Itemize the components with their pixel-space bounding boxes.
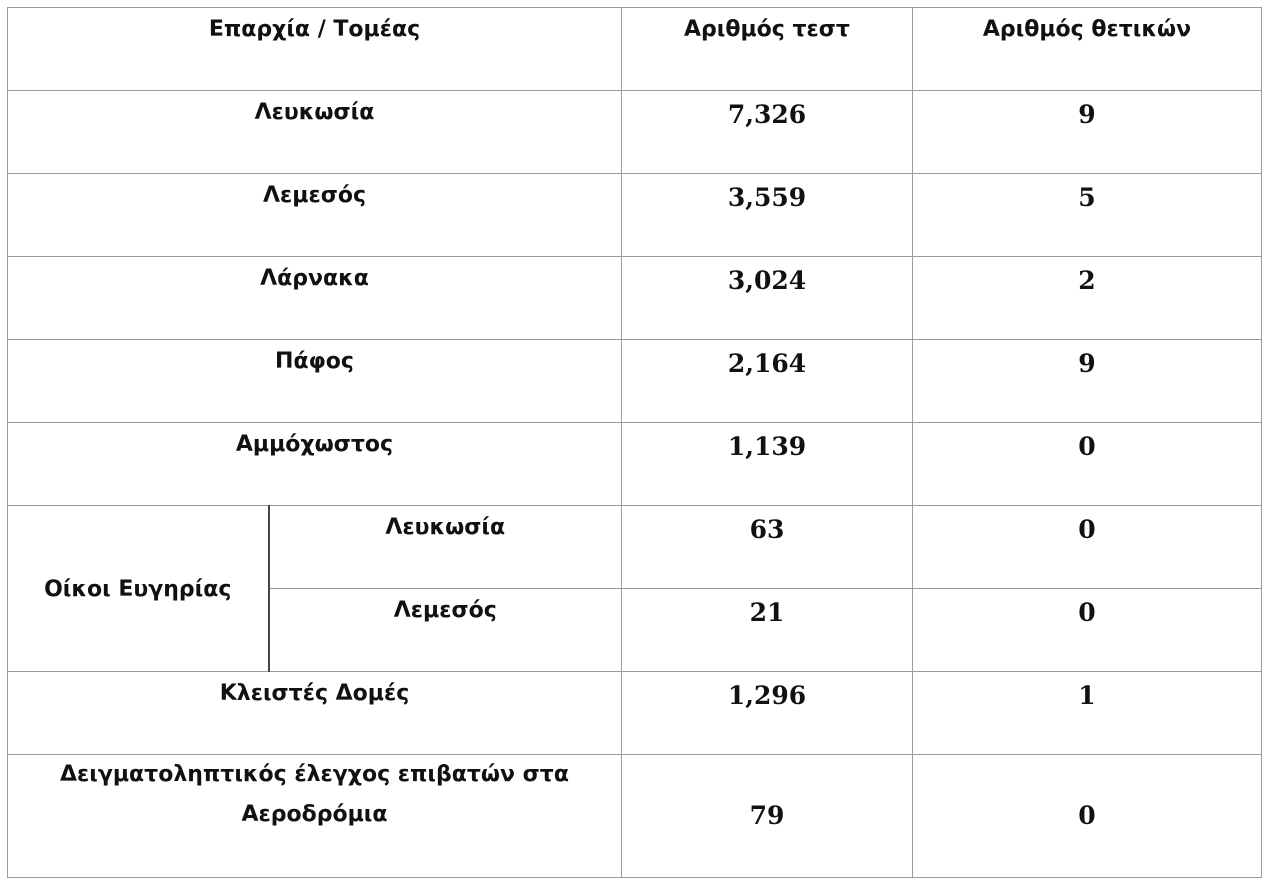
positives-value: 0 bbox=[1078, 801, 1096, 830]
header-cell-tests bbox=[622, 8, 913, 91]
positives-cell bbox=[913, 506, 1262, 589]
tests-value: 1,139 bbox=[727, 432, 807, 461]
subregion-label: Λεμεσός bbox=[393, 598, 497, 623]
positives-cell bbox=[913, 589, 1262, 672]
region-label: Λεμεσός bbox=[263, 183, 366, 208]
positives-value: 5 bbox=[1078, 183, 1096, 212]
region-label: Κλειστές Δομές bbox=[219, 681, 410, 706]
tests-cell bbox=[622, 672, 913, 755]
subregion-label: Λευκωσία bbox=[385, 515, 506, 540]
table-row bbox=[8, 423, 1262, 506]
tests-cell bbox=[622, 257, 913, 340]
region-cell bbox=[8, 423, 622, 506]
region-label-line1: Δειγματοληπτικός έλεγχος επιβατών στα bbox=[60, 762, 569, 787]
tests-value: 3,024 bbox=[727, 266, 807, 295]
region-cell bbox=[8, 257, 622, 340]
region-label: Αμμόχωστος bbox=[235, 432, 394, 457]
tests-value: 79 bbox=[749, 801, 785, 830]
tests-cell bbox=[622, 340, 913, 423]
table-row bbox=[8, 340, 1262, 423]
region-cell bbox=[8, 672, 622, 755]
region-cell bbox=[8, 340, 622, 423]
positives-cell bbox=[913, 755, 1262, 878]
positives-cell bbox=[913, 257, 1262, 340]
positives-value: 0 bbox=[1078, 598, 1096, 627]
tests-value: 3,559 bbox=[727, 183, 807, 212]
positives-value: 0 bbox=[1078, 515, 1096, 544]
header-tests-label: Αριθμός τεστ bbox=[684, 17, 850, 42]
tests-cell bbox=[622, 91, 913, 174]
tests-cell bbox=[622, 755, 913, 878]
table-row bbox=[8, 91, 1262, 174]
region-cell bbox=[8, 91, 622, 174]
region-label: Λάρνακα bbox=[260, 266, 369, 291]
region-label: Λευκωσία bbox=[254, 100, 375, 125]
region-cell bbox=[8, 755, 622, 878]
tests-cell bbox=[622, 423, 913, 506]
care-homes-label: Οίκοι Ευγηρίας bbox=[44, 576, 232, 602]
tests-value: 1,296 bbox=[727, 681, 807, 710]
positives-cell bbox=[913, 423, 1262, 506]
region-cell bbox=[8, 174, 622, 257]
positives-cell bbox=[913, 174, 1262, 257]
tests-cell bbox=[622, 506, 913, 589]
positives-value: 2 bbox=[1078, 266, 1096, 295]
table-row-airports bbox=[8, 755, 1262, 878]
positives-cell bbox=[913, 340, 1262, 423]
subregion-cell bbox=[269, 506, 622, 589]
care-homes-group-cell bbox=[8, 506, 269, 672]
tests-value: 21 bbox=[749, 598, 785, 627]
positives-value: 1 bbox=[1078, 681, 1096, 710]
positives-value: 9 bbox=[1078, 349, 1096, 378]
header-cell-region bbox=[8, 8, 622, 91]
table-row bbox=[8, 257, 1262, 340]
tests-value: 63 bbox=[749, 515, 785, 544]
header-positives-label: Αριθμός θετικών bbox=[982, 17, 1192, 42]
subregion-cell bbox=[269, 589, 622, 672]
header-region-label: Επαρχία / Τομέας bbox=[208, 17, 421, 42]
positives-cell bbox=[913, 91, 1262, 174]
tests-cell bbox=[622, 174, 913, 257]
table-row bbox=[8, 174, 1262, 257]
tests-cell bbox=[622, 589, 913, 672]
region-label: Πάφος bbox=[275, 349, 354, 374]
tests-value: 7,326 bbox=[727, 100, 807, 129]
positives-cell bbox=[913, 672, 1262, 755]
positives-value: 0 bbox=[1078, 432, 1096, 461]
tests-value: 2,164 bbox=[727, 349, 807, 378]
positives-value: 9 bbox=[1078, 100, 1096, 129]
table-header-row bbox=[8, 8, 1262, 91]
header-cell-positives bbox=[913, 8, 1262, 91]
table-row-care-home-nicosia bbox=[8, 506, 1262, 589]
table-row-closed-structures bbox=[8, 672, 1262, 755]
region-label-line2: Αεροδρόμια bbox=[241, 802, 388, 827]
covid-tests-table bbox=[7, 7, 1262, 878]
